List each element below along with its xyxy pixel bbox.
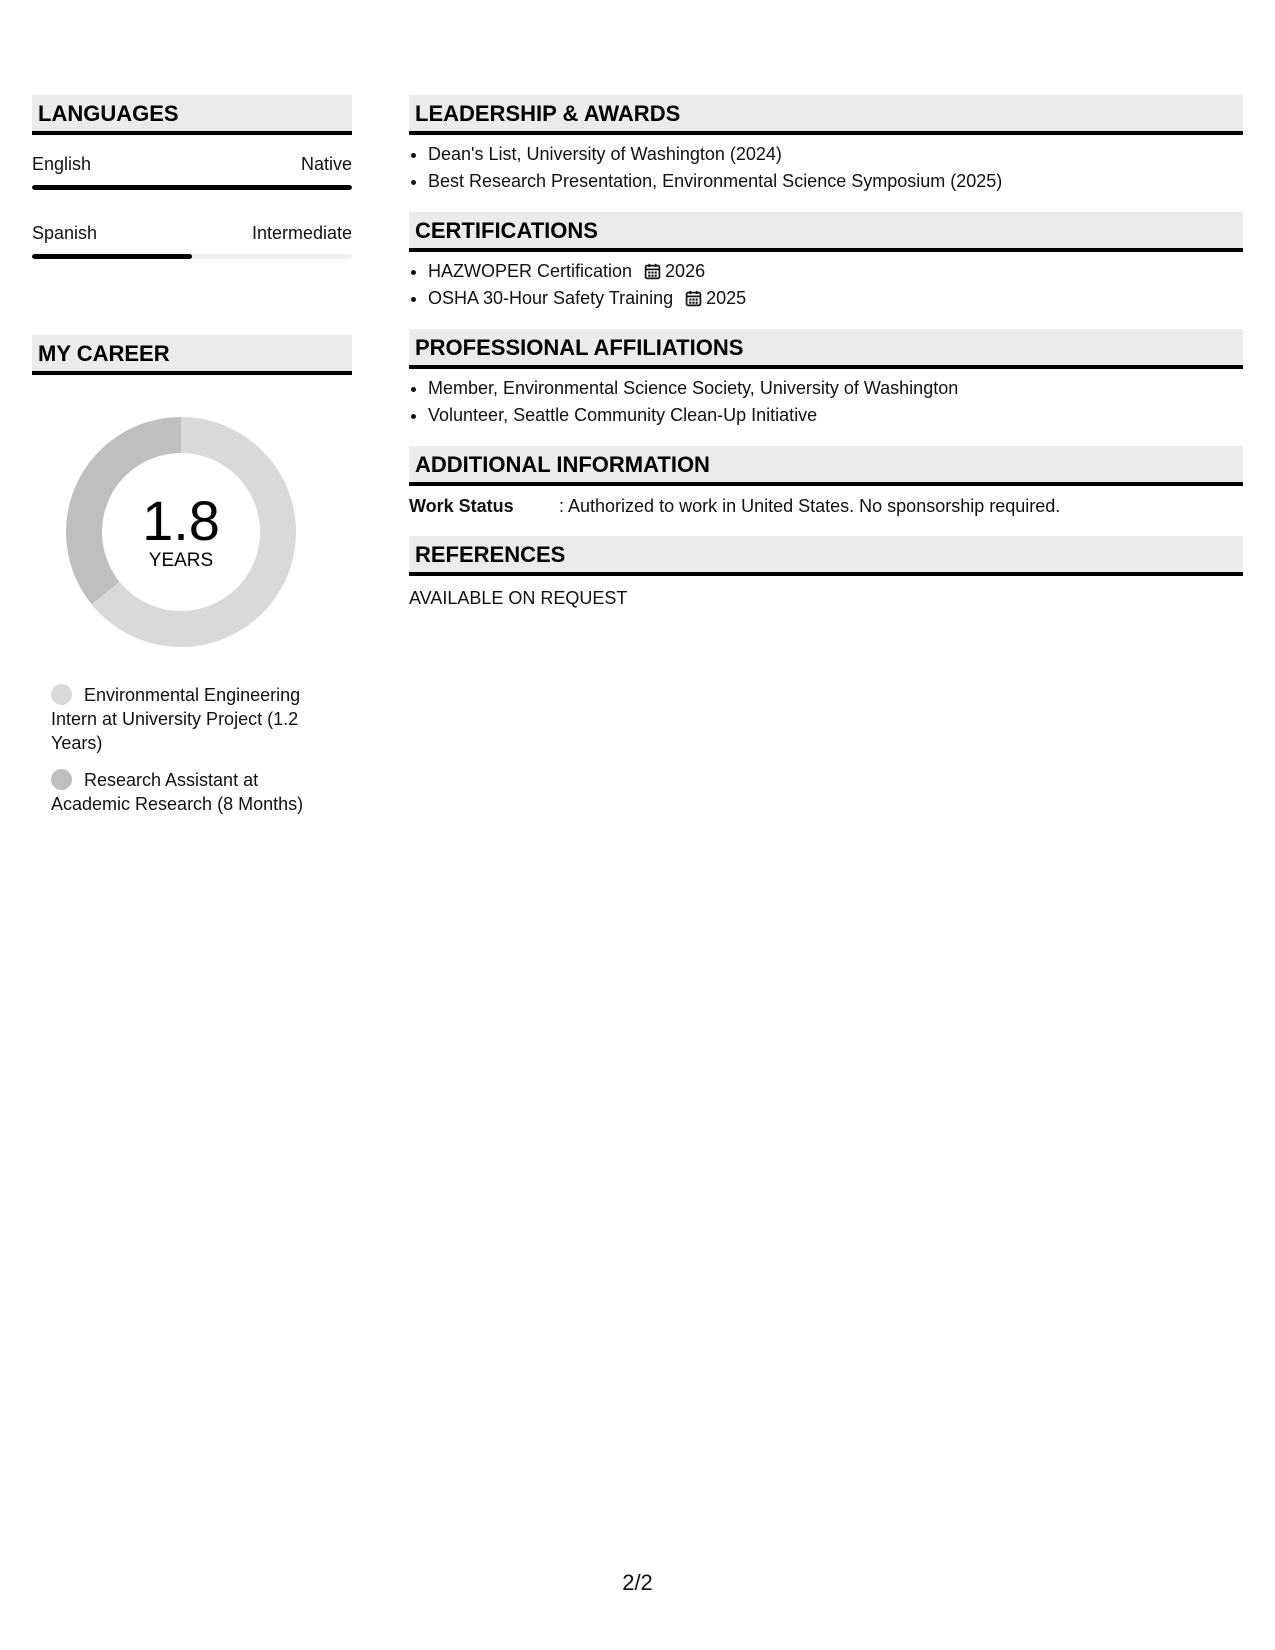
career-total-unit: YEARS bbox=[148, 550, 214, 571]
affiliation-item: • Member, Environmental Science Society, University of Washington bbox=[428, 375, 1243, 402]
language-spanish bbox=[32, 220, 352, 259]
affiliation-item: • Volunteer, Seattle Community Clean-Up Initiative bbox=[428, 402, 1243, 429]
left-column bbox=[32, 95, 352, 829]
leadership-heading: LEADERSHIP & AWARDS bbox=[409, 95, 1243, 135]
right-column bbox=[409, 95, 1243, 628]
legend-dot-icon bbox=[51, 684, 72, 705]
affiliations-section bbox=[409, 329, 1243, 429]
leadership-item: • Dean's List, University of Washington (2024) bbox=[428, 141, 1243, 168]
language-name: Spanish bbox=[32, 223, 98, 243]
language-level: Intermediate bbox=[251, 223, 352, 243]
career-legend-label: Research Assistant at Academic Research (8 Months) bbox=[51, 770, 304, 814]
work-status-row bbox=[409, 493, 1243, 519]
career-donut-chart bbox=[66, 417, 296, 647]
leadership-section bbox=[409, 95, 1243, 195]
references-text: AVAILABLE ON REQUEST bbox=[409, 588, 628, 608]
additional-info-section bbox=[409, 446, 1243, 519]
career-legend-item bbox=[51, 683, 321, 755]
leadership-item: • Best Research Presentation, Environmental Science Symposium (2025) bbox=[428, 168, 1243, 195]
certification-name: OSHA 30-Hour Safety Training bbox=[428, 288, 674, 308]
references-heading: REFERENCES bbox=[409, 536, 1243, 576]
calendar-icon bbox=[685, 290, 702, 307]
language-proficiency-bar bbox=[32, 254, 352, 259]
career-legend-item bbox=[51, 768, 321, 816]
certification-name: HAZWOPER Certification bbox=[428, 261, 633, 281]
work-status-value: : Authorized to work in United States. No sponsorship required. bbox=[559, 496, 1061, 516]
calendar-icon bbox=[644, 263, 661, 280]
certifications-heading: CERTIFICATIONS bbox=[409, 212, 1243, 252]
additional-info-heading: ADDITIONAL INFORMATION bbox=[409, 446, 1243, 486]
language-english bbox=[32, 151, 352, 190]
certifications-section bbox=[409, 212, 1243, 312]
certification-year: 2025 bbox=[706, 288, 747, 308]
legend-dot-icon bbox=[51, 769, 72, 790]
career-legend-label: Environmental Engineering Intern at University Project (1.2 Years) bbox=[51, 685, 301, 753]
certification-item bbox=[428, 258, 1243, 285]
certification-year: 2026 bbox=[665, 261, 706, 281]
career-legend bbox=[51, 683, 321, 816]
references-section bbox=[409, 536, 1243, 611]
language-proficiency-bar bbox=[32, 185, 352, 190]
certification-item bbox=[428, 285, 1243, 312]
page-number: 2/2 bbox=[622, 1570, 653, 1595]
affiliations-heading: PROFESSIONAL AFFILIATIONS bbox=[409, 329, 1243, 369]
language-proficiency-fill bbox=[32, 254, 192, 259]
career-heading: MY CAREER bbox=[32, 335, 352, 375]
career-total-years: 1.8 bbox=[142, 489, 220, 552]
language-level: Native bbox=[300, 154, 352, 174]
work-status-label: Work Status bbox=[409, 496, 514, 516]
language-proficiency-fill bbox=[32, 185, 352, 190]
language-name: English bbox=[32, 154, 92, 174]
languages-heading: LANGUAGES bbox=[32, 95, 352, 135]
